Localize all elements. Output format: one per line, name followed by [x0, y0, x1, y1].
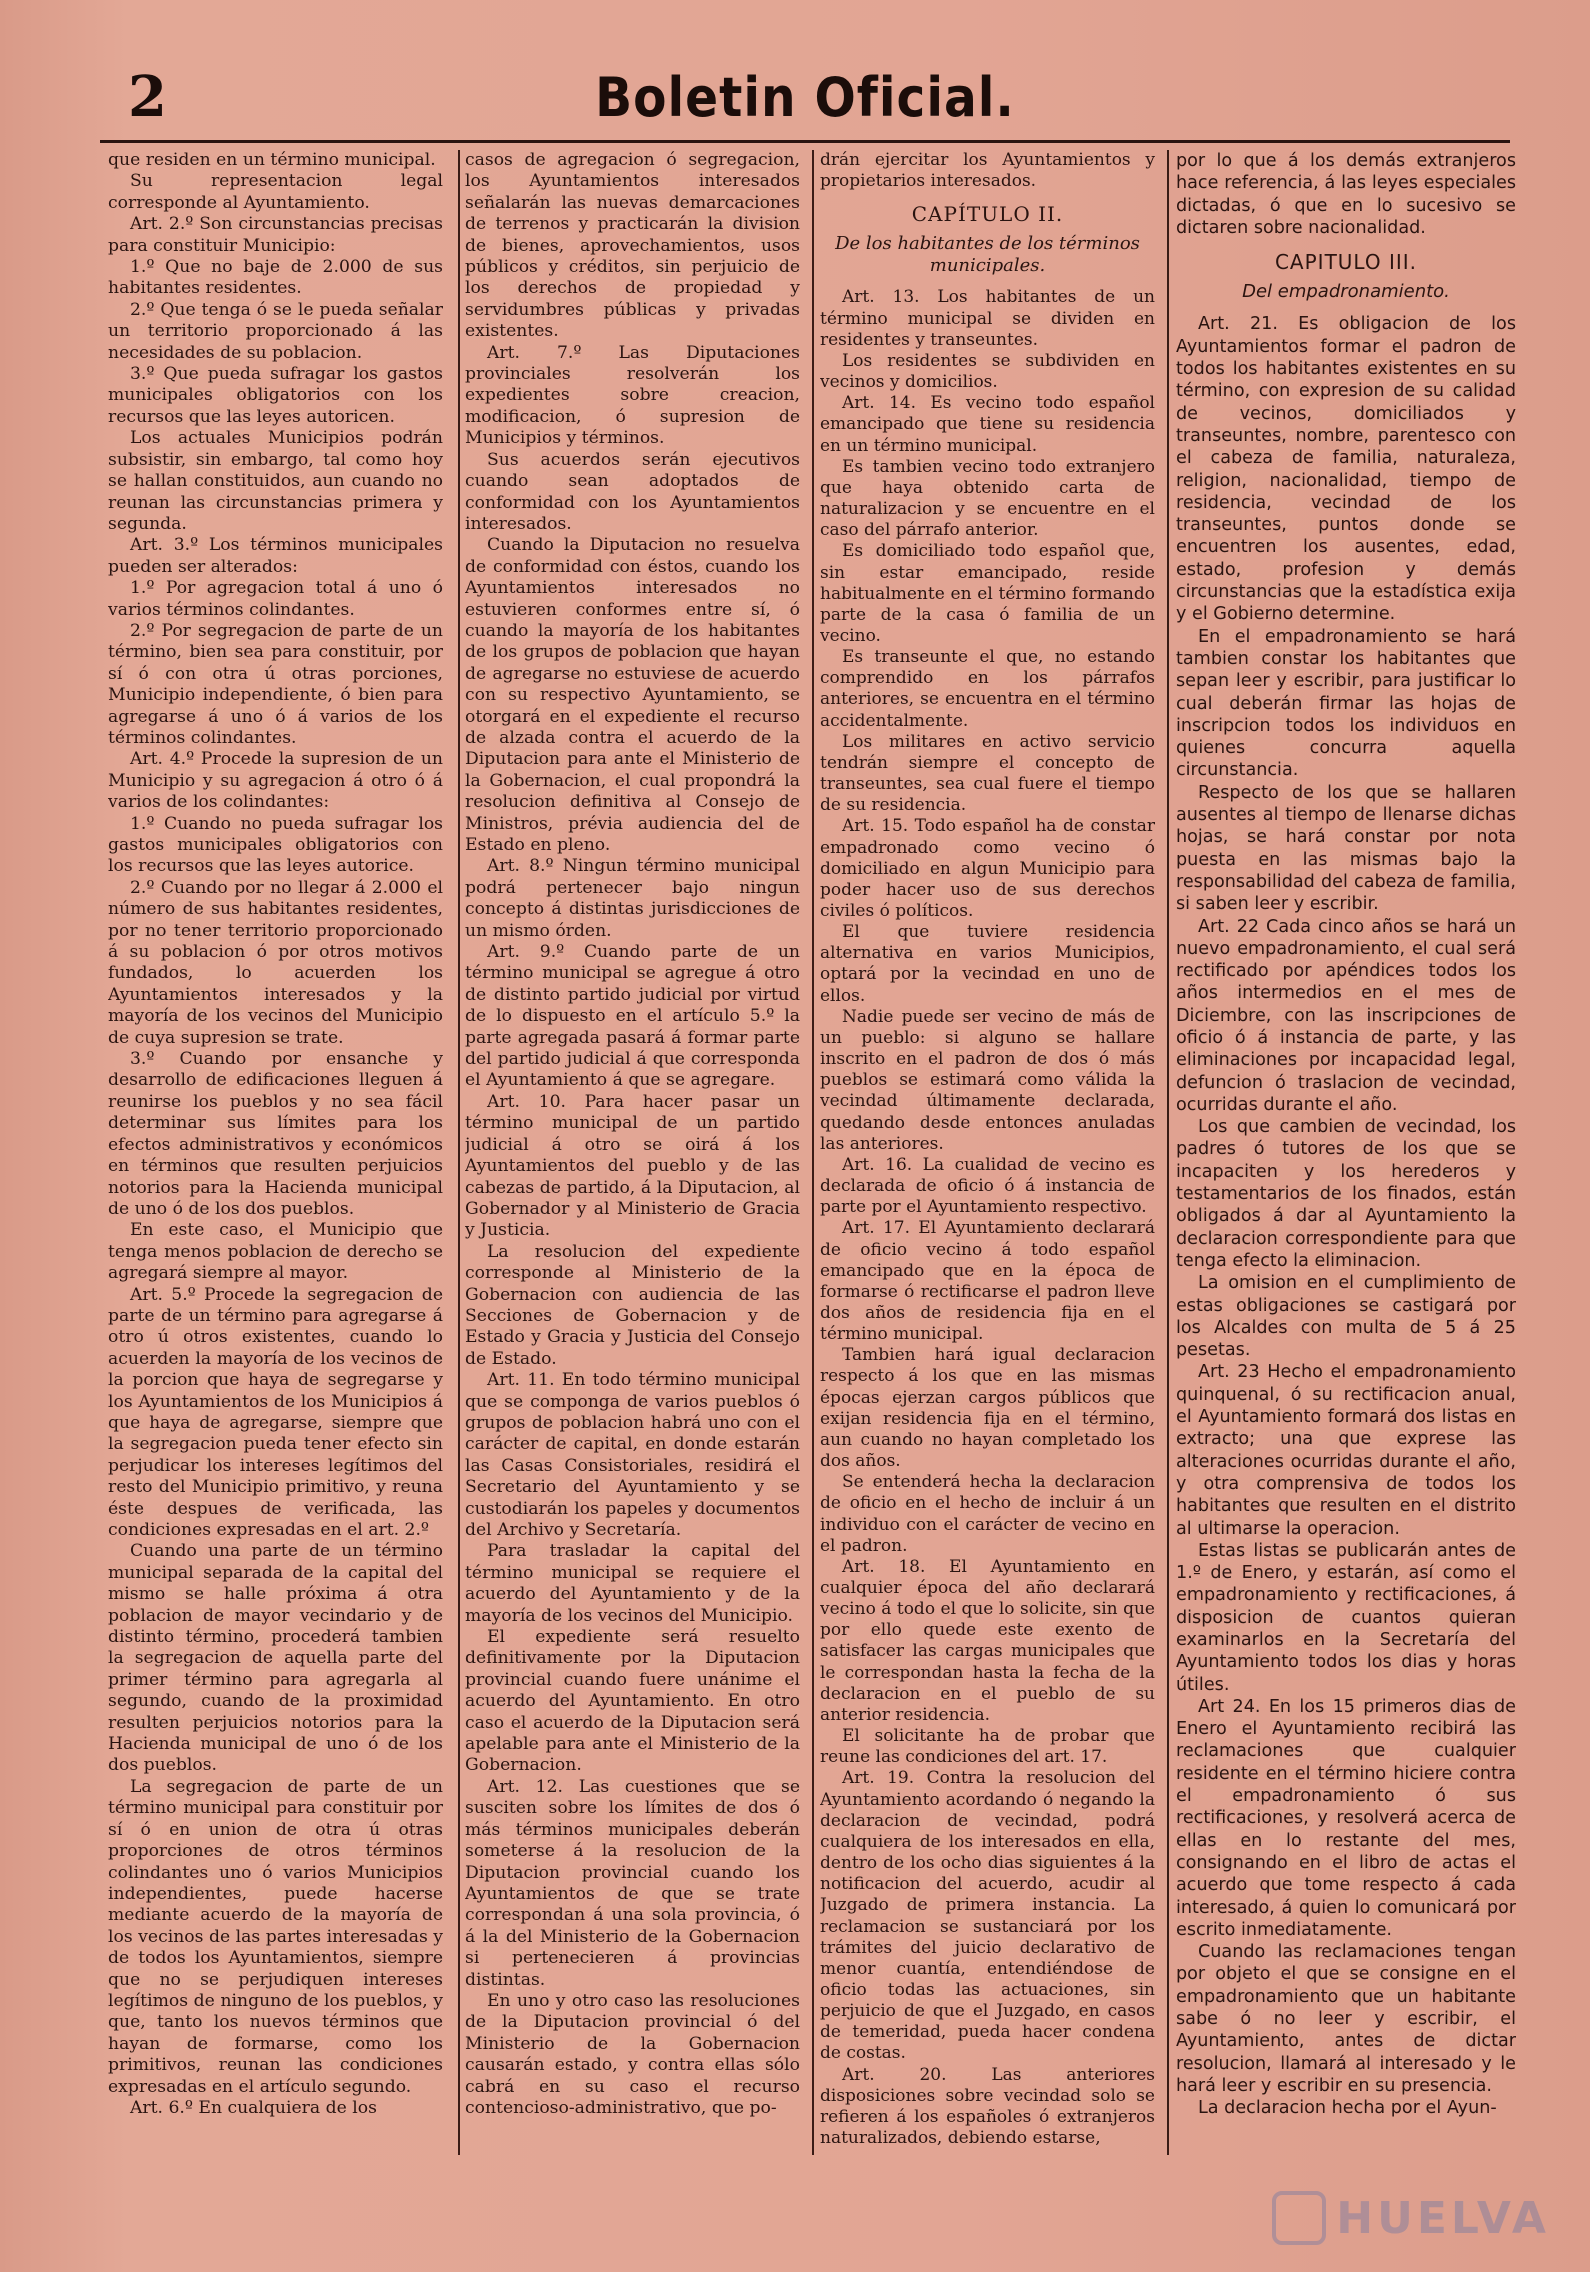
watermark-text: HUELVA — [1336, 2192, 1550, 2244]
paragraph: Su representacion legal corresponde al Ayuntamiento. — [108, 171, 443, 213]
paragraph: 3.º Cuando por ensanche y desarrollo de edificaciones lleguen á reunirse los pueblos y no sea fácil determinar sus límites para los efectos administrativos y económicos en términos que resulten perjuicios notorios para la Hacienda municipal de uno ó de los dos pueblos. — [108, 1049, 443, 1219]
paragraph: Art. 13. Los habitantes de un término municipal se dividen en residentes y transeuntes. — [820, 287, 1155, 350]
paragraph: Los residentes se subdividen en vecinos y domicilios. — [820, 350, 1155, 393]
paragraph: Art. 15. Todo español ha de constar empadronado como vecino ó domiciliado en algun Municipio para poder hacer uso de sus derechos civiles ó políticos. — [820, 816, 1155, 921]
column-divider — [812, 150, 814, 2155]
paragraph: 2.º Por segregacion de parte de un término, bien sea para constituir, por sí ó con otra ú otras porciones, Municipio independiente, ó bien para agregarse á uno ó á varios de los términos colindantes. — [108, 620, 443, 748]
column-divider — [458, 150, 460, 2155]
paragraph: Art. 8.º Ningun término municipal podrá pertenecer bajo ningun concepto á distintas jurisdicciones de un mismo órden. — [465, 856, 800, 941]
paragraph: Art. 19. Contra la resolucion del Ayuntamiento acordando ó negando la declaracion de vecindad, podrá cualquiera de los interesados en ella, dentro de los ocho dias siguientes á la notificacion del acuerdo, acudir al Juzgado de primera instancia. La reclamacion se sustanciará por los trámites del juicio declarativo de menor cuantía, entendiéndose de oficio todas las actuaciones, sin perjuicio de que el Juzgado, en casos de temeridad, pueda hacer condena de costas. — [820, 1768, 1155, 2064]
paragraph: Respecto de los que se hallaren ausentes al tiempo de llenarse dichas hojas, se hará constar por nota puesta en las mismas bajo la responsabilidad del cabeza de familia, si saben leer y escribir. — [1176, 782, 1516, 915]
paragraph: Estas listas se publicarán antes de 1.º de Enero, y estarán, así como el empadronamiento y rectificaciones, á disposicion de cuantos quieran examinarlos en la Secretaría del Ayuntamiento todos los dias y horas útiles. — [1176, 1540, 1516, 1695]
paragraph: Los actuales Municipios podrán subsistir, sin embargo, tal como hoy se hallan constituidos, aun cuando no reunan las circunstancias primera y segunda. — [108, 428, 443, 534]
paragraph: casos de agregacion ó segregacion, los Ayuntamientos interesados señalarán las nuevas demarcaciones de terrenos y practicarán la division de bienes, aprovechamientos, usos públicos y créditos, sin perjuicio de los derechos de propiedad y servidumbres públicas y privadas existentes. — [465, 150, 800, 342]
paragraph: Nadie puede ser vecino de más de un pueblo: si alguno se hallare inscrito en el padron de dos ó más pueblos se estimará como válida la vecindad últimamente declarada, quedando desde entonces anuladas las anteriores. — [820, 1006, 1155, 1154]
paragraph: Art. 4.º Procede la supresion de un Municipio y su agregacion á otro ó á varios de los colindantes: — [108, 749, 443, 813]
paragraph: Art. 21. Es obligacion de los Ayuntamientos formar el padron de todos los habitantes existentes en su término, con expresion de su calidad de vecinos, domiciliados y transeuntes, nombre, parentesco con el cabeza de familia, naturaleza, religion, nacionalidad, tiempo de residencia, vecindad de los transeuntes, puntos donde se encuentren los ausentes, edad, estado, profesion y demás circunstancias que la estadística exija y el Gobierno determine. — [1176, 314, 1516, 625]
column-1 — [108, 150, 443, 2155]
paragraph: Es transeunte el que, no estando comprendido en los párrafos anteriores, se encuentra en el término accidentalmente. — [820, 647, 1155, 731]
paragraph: Los militares en activo servicio tendrán siempre el concepto de transeuntes, sea cual fuere el tiempo de su residencia. — [820, 731, 1155, 816]
paragraph: En uno y otro caso las resoluciones de la Diputacion provincial ó del Ministerio de la Gobernacion causarán estado, y contra ellas sólo cabrá en su caso el recurso contencioso-administrativo, que po- — [465, 1990, 800, 2118]
page-header — [100, 60, 1510, 143]
paragraph: 1.º Que no baje de 2.000 de sus habitantes residentes. — [108, 257, 443, 299]
paragraph: que residen en un término municipal. — [108, 150, 436, 170]
paragraph: El solicitante ha de probar que reune las condiciones del art. 17. — [820, 1726, 1155, 1768]
column-4 — [1176, 150, 1516, 2155]
paragraph: En el empadronamiento se hará tambien constar los habitantes que sepan leer y escribir, para justificar lo cual deberán firmar las hojas de inscripcion todos los individuos en quienes concurra aquella circunstancia. — [1176, 626, 1516, 781]
page-number: 2 — [128, 64, 167, 130]
paragraph: El que tuviere residencia alternativa en varios Municipios, optará por la vecindad en uno de ellos. — [820, 922, 1155, 1006]
watermark — [1272, 2188, 1550, 2248]
paragraph: El expediente será resuelto definitivamente por la Diputacion provincial cuando fuere unánime el acuerdo del Ayuntamiento. En otro caso el acuerdo de la Diputacion será apelable para ante el Ministerio de la Gobernacion. — [465, 1627, 800, 1776]
paragraph: Cuando las reclamaciones tengan por objeto el que se consigne en el empadronamiento que un habitante sabe ó no leer y escribir, el Ayuntamiento, antes de dictar resolucion, llamará al interesado y le hará leer y escribir en su presencia. — [1176, 1942, 1516, 2096]
chapter-subheading: De los habitantes de los términos municipales. — [835, 233, 1140, 277]
paragraph: La omision en el cumplimiento de estas obligaciones se castigará por los Alcaldes con multa de 5 á 25 pesetas. — [1176, 1273, 1516, 1361]
paragraph: Cuando la Diputacion no resuelva de conformidad con éstos, cuando los Ayuntamientos interesados no estuvieren conformes entre sí, ó cuando la mayoría de los habitantes de los grupos de poblacion que hayan de agregarse no estuviese de acuerdo con su respectivo Ayuntamiento, se otorgará en el expediente el recurso de alzada contra el acuerdo de la Diputacion para ante el Ministerio de la Gobernacion, el cual propondrá la resolucion definitiva al Consejo de Ministros, prévia audiencia del de Estado en pleno. — [465, 535, 800, 855]
paragraph: Art. 12. Las cuestiones que se susciten sobre los límites de dos ó más términos municipales deberán someterse á la resolucion de la Diputacion provincial cuando los Ayuntamientos de que se trate correspondan á una sola provincia, ó á la del Ministerio de la Gobernacion si pertenecieren á provincias distintas. — [465, 1776, 800, 1990]
paragraph: Art. 23 Hecho el empadronamiento quinquenal, ó su rectificacion anual, el Ayuntamiento formará dos listas en extracto; una que exprese las alteraciones ocurridas durante el año, y otra comprensiva de todos los habitantes que resulten en el distrito al ultimarse la operacion. — [1176, 1362, 1516, 1539]
paragraph: Art. 7.º Las Diputaciones provinciales resolverán los expedientes sobre creacion, modificacion, ó supresion de Municipios y términos. — [465, 342, 800, 449]
column-3 — [820, 150, 1155, 2155]
paragraph: Art. 6.º En cualquiera de los — [130, 2097, 377, 2118]
column-2 — [465, 150, 800, 2155]
paragraph: Art. 14. Es vecino todo español emancipado que tiene su residencia en un término municipal. — [820, 393, 1155, 456]
paragraph: Art. 9.º Cuando parte de un término municipal se agregue á otro de distinto partido judicial por virtud de lo dispuesto en el artículo 5.º la parte agregada pasará á formar parte del partido judicial á que corresponda el Ayuntamiento á que se agregare. — [465, 942, 800, 1091]
paragraph: La declaracion hecha por el Ayun- — [1198, 2098, 1497, 2119]
paragraph: Sus acuerdos serán ejecutivos cuando sean adoptados de conformidad con los Ayuntamientos interesados. — [465, 449, 800, 534]
paragraph: En este caso, el Municipio que tenga menos poblacion de derecho se agregará siempre al mayor. — [108, 1220, 443, 1284]
paragraph: Se entenderá hecha la declaracion de oficio en el hecho de incluir á un individuo con el carácter de vecino en el padron. — [820, 1472, 1155, 1556]
paragraph: Para trasladar la capital del término municipal se requiere el acuerdo del Ayuntamiento y de la mayoría de los vecinos del Municipio. — [465, 1541, 800, 1626]
paragraph: 1.º Por agregacion total á uno ó varios términos colindantes. — [108, 578, 443, 620]
paragraph: Art. 5.º Procede la segregacion de parte de un término para agregarse á otro ú otros existentes, cuando lo acuerden la mayoría de los vecinos de la porcion que haya de segregarse y los Ayuntamientos de los Municipios á que haya de agregarse, siempre que la segregacion pueda tener efecto sin perjudicar los intereses legítimos del resto del Municipio primitivo, y reuna éste despues de verificada, las condiciones expresadas en el art. 2.º — [108, 1284, 443, 1540]
paragraph: drán ejercitar los Ayuntamientos y propietarios interesados. — [820, 150, 1155, 192]
paragraph: Tambien hará igual declaracion respecto á los que en las mismas épocas ejerzan cargos públicos que exijan residencia fija en el término, aun cuando no hayan completado los dos años. — [820, 1345, 1155, 1472]
page-title: Boletin Oficial. — [595, 66, 1015, 129]
paragraph: La resolucion del expediente corresponde al Ministerio de la Gobernacion con audiencia de las Secciones de Gobernacion y de Estado y Gracia y Justicia del Consejo de Estado. — [465, 1241, 800, 1369]
paragraph: Art. 16. La cualidad de vecino es declarada de oficio ó á instancia de parte por el Ayuntamiento respectivo. — [820, 1154, 1155, 1218]
paragraph: por lo que á los demás extranjeros hace referencia, á las leyes especiales dictadas, ó que en lo sucesivo se dictaren sobre nacionalidad. — [1176, 151, 1516, 238]
library-seal-icon — [1272, 2191, 1326, 2245]
paragraph: 3.º Que pueda sufragar los gastos municipales obligatorios con los recursos que las leyes autoricen. — [108, 364, 443, 427]
paragraph: La segregacion de parte de un término municipal para constituir por sí ó en union de otra ú otras proporciones de otros términos colindantes uno ó varios Municipios independientes, puede hacerse mediante acuerdo de la mayoría de los vecinos de las partes interesadas y de todos los Ayuntamientos, siempre que no se perjudiquen intereses legítimos de ninguno de los pueblos, y que, tanto los nuevos términos que hayan de formarse, como los primitivos, reunan las condiciones expresadas en el artículo segundo. — [108, 1776, 443, 2097]
paragraph: 2.º Que tenga ó se le pueda señalar un territorio proporcionado á las necesidades de su poblacion. — [108, 299, 443, 363]
paragraph: Cuando una parte de un término municipal separada de la capital del mismo se halle próxima á otra poblacion de mayor vecindario y de distinto término, procederá tambien la segregacion de aquella parte del primer término para agregarla al segundo, cuando de la proximidad resulten perjuicios notorios para la Hacienda municipal de uno ó de los dos pueblos. — [108, 1541, 443, 1776]
chapter-subheading: Del empadronamiento. — [1242, 281, 1450, 303]
paragraph: Art. 3.º Los términos municipales pueden ser alterados: — [108, 535, 443, 577]
paragraph: Es domiciliado todo español que, sin estar emancipado, reside habitualmente en el término formando parte de la casa ó familia de un vecino. — [820, 541, 1155, 646]
chapter-heading: CAPÍTULO II. — [911, 202, 1064, 227]
paragraph: 1.º Cuando no pueda sufragar los gastos municipales obligatorios con los recursos que las leyes autorice. — [108, 813, 443, 877]
paragraph: Es tambien vecino todo extranjero que haya obtenido carta de naturalizacion y se encuentre en el caso del párrafo anterior. — [820, 456, 1155, 541]
paragraph: Art. 18. El Ayuntamiento en cualquier época del año declarará vecino á todo el que lo solicite, sin que por ello quede este exento de satisfacer las cargas municipales que le correspondan hasta la fecha de la declaracion en el pueblo de su anterior residencia. — [820, 1556, 1155, 1725]
paragraph: Art. 20. Las anteriores disposiciones sobre vecindad solo se refieren á los españoles ó extranjeros naturalizados, debiendo estarse, — [820, 2064, 1155, 2149]
chapter-heading: CAPITULO III. — [1274, 250, 1418, 275]
paragraph: Los que cambien de vecindad, los padres ó tutores de los que se incapaciten y los herederos y testamentarios de los finados, están obligados á dar al Ayuntamiento la declaracion correspondiente para que tenga efecto la eliminacion. — [1176, 1117, 1516, 1271]
paragraph: Art. 17. El Ayuntamiento declarará de oficio vecino á todo español emancipado que en la época de formarse ó rectificarse el padron lleve dos años de residencia fija en el término municipal. — [820, 1218, 1155, 1345]
paragraph: Art. 11. En todo término municipal que se componga de varios pueblos ó grupos de poblacion habrá uno con el carácter de capital, en donde estarán las Casas Consistoriales, residirá el Secretario del Ayuntamiento y se custodiarán los papeles y documentos del Archivo y Secretaría. — [465, 1370, 800, 1540]
paragraph: Art. 2.º Son circunstancias precisas para constituir Municipio: — [108, 214, 443, 256]
paragraph: Art. 22 Cada cinco años se hará un nuevo empadronamiento, el cual será rectificado por apéndices todos los años intermedios en el mes de Diciembre, con las inscripciones de oficio ó á instancia de parte, y las eliminaciones por incapacidad legal, defuncion ó traslacion de vecindad, ocurridas durante el año. — [1176, 916, 1516, 1115]
text-columns — [108, 150, 1516, 2155]
column-divider — [1167, 150, 1169, 2155]
paragraph: 2.º Cuando por no llegar á 2.000 el número de sus habitantes residentes, por no tener territorio proporcionado á su poblacion ó por otros motivos fundados, lo acuerden los Ayuntamientos interesados y la mayoría de los vecinos del Municipio de cuya supresion se trate. — [108, 877, 443, 1048]
paragraph: Art. 10. Para hacer pasar un término municipal de un partido judicial á otro se oirá á los Ayuntamientos del pueblo y de las cabezas de partido, á la Diputacion, al Gobernador y al Ministerio de Gracia y Justicia. — [465, 1091, 800, 1241]
paragraph: Art 24. En los 15 primeros dias de Enero el Ayuntamiento recibirá las reclamaciones que cualquier residente en el término hiciere contra el empadronamiento ó sus rectificaciones, y resolverá acerca de ellas en lo restante del mes, consignando en el libro de actas el acuerdo que tome respecto á cada interesado, á quien lo comunicará por escrito inmediatamente. — [1176, 1696, 1516, 1940]
